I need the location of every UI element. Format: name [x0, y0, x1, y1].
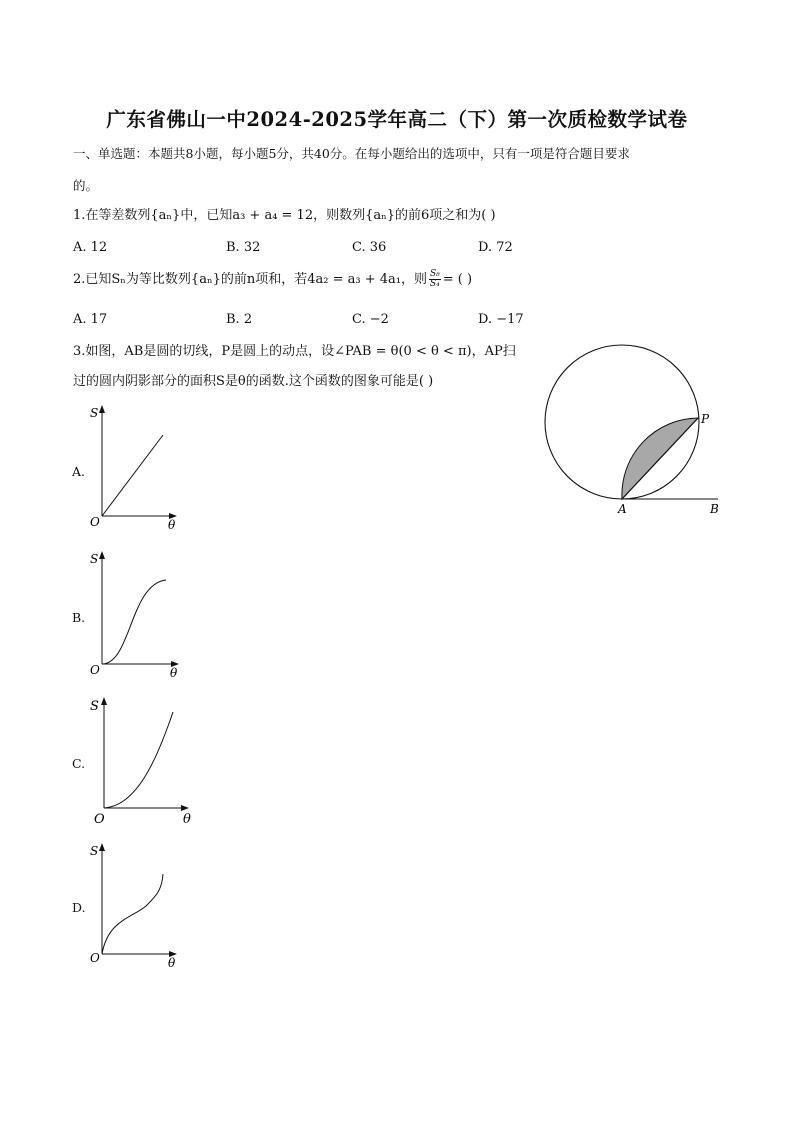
q2-fraction	[429, 270, 441, 289]
q1-option-b: B. 32	[226, 240, 261, 255]
q2-option-c: C. −2	[352, 312, 389, 327]
q1-option-d: D. 72	[478, 240, 513, 255]
section-heading: 一、单选题：本题共8小题，每小题5分，共40分。在每小题给出的选项中，只有一项是符合题目要求	[73, 146, 630, 161]
q3-graph-d	[86, 840, 186, 972]
x-axis-label: θ	[170, 666, 178, 680]
section-heading-cont: 的。	[73, 178, 99, 193]
y-axis-arrow-icon	[99, 405, 105, 413]
q2-frac-num: S₈	[429, 269, 440, 279]
question-1-text: 1.在等差数列{aₙ}中，已知a₃ + a₄ = 12，则数列{aₙ}的前6项之和为( )	[73, 208, 496, 223]
x-axis-label: θ	[183, 812, 191, 827]
q2-option-a: A. 17	[73, 312, 108, 327]
y-axis-label: S	[90, 699, 99, 714]
circle-tangent-figure	[535, 335, 735, 525]
origin-label: O	[90, 515, 100, 529]
curve	[102, 874, 163, 954]
origin-label: O	[90, 951, 100, 965]
y-axis-label: S	[90, 844, 99, 858]
point-p-label: P	[701, 412, 710, 426]
point-a-label: A	[618, 502, 627, 516]
y-axis-label: S	[90, 552, 99, 566]
origin-label: O	[94, 812, 105, 827]
x-axis-arrow-icon	[181, 805, 189, 811]
curve	[102, 580, 166, 664]
x-axis-label: θ	[168, 956, 176, 970]
q3-option-b-label: B.	[72, 610, 86, 625]
y-axis-arrow-icon	[99, 551, 105, 559]
q3-option-d-label: D.	[72, 900, 86, 915]
q2-frac-den: S₄	[429, 279, 440, 289]
y-axis-arrow-icon	[99, 843, 105, 851]
q3-option-c-label: C.	[72, 756, 86, 771]
q3-graph-a	[86, 402, 186, 532]
q3-graph-c	[86, 692, 198, 830]
q1-option-c: C. 36	[352, 240, 387, 255]
origin-label: O	[90, 663, 100, 677]
q3-option-a-label: A.	[72, 464, 86, 479]
question-3-line1: 3.如图，AB是圆的切线，P是圆上的动点，设∠PAB = θ(0 < θ < π)，AP扫	[73, 344, 516, 359]
question-2-text	[73, 270, 472, 289]
q3-graph-b	[86, 548, 186, 680]
q2-option-d: D. −17	[478, 312, 524, 327]
point-b-label: B	[710, 502, 719, 516]
q1-option-a: A. 12	[73, 240, 108, 255]
q2-option-b: B. 2	[226, 312, 253, 327]
page-title: 广东省佛山一中2024-2025学年高二（下）第一次质检数学试卷	[106, 108, 688, 131]
curve	[104, 712, 173, 808]
y-axis-arrow-icon	[101, 697, 107, 705]
question-3-line2: 过的圆内阴影部分的面积S是θ的函数.这个函数的图象可能是( )	[73, 374, 434, 389]
q2-text-before: 2.已知Sₙ为等比数列{aₙ}的前n项和，若4a₂ = a₃ + 4a₁，则	[73, 271, 427, 287]
curve	[102, 435, 163, 516]
x-axis-label: θ	[168, 518, 176, 532]
q2-text-after: = ( )	[442, 271, 473, 287]
y-axis-label: S	[90, 406, 99, 420]
